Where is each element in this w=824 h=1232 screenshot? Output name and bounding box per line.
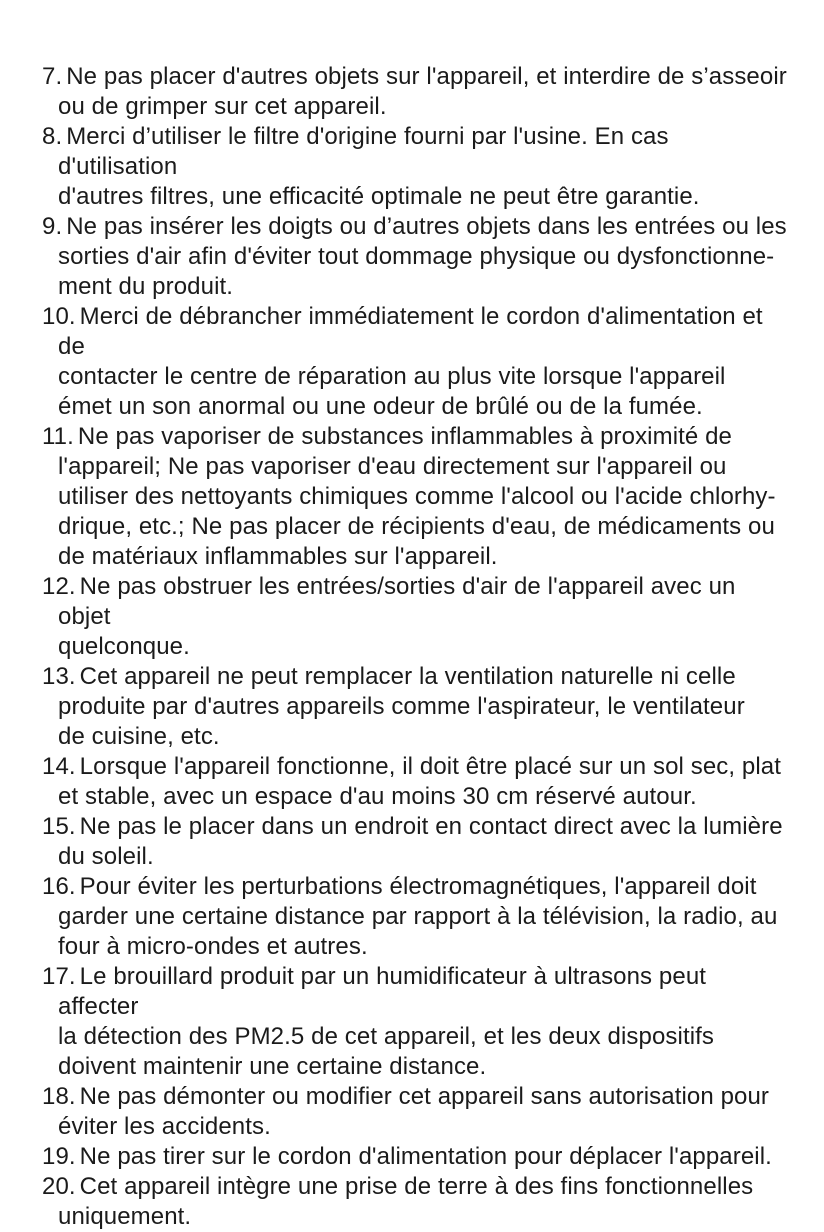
item-number: 9.: [42, 213, 63, 240]
item-number: 13.: [42, 663, 76, 690]
item-text: Le brouillard produit par un humidificateur à ultrasons peut affecter la détection des PM2.5 de cet appareil, et les deux dispositifs doivent maintenir une certaine distance.: [58, 963, 715, 1080]
list-item: [42, 1142, 790, 1172]
item-number: 17.: [42, 963, 76, 990]
item-text: Ne pas insérer les doigts ou d’autres objets dans les entrées ou les sorties d'air afin d'éviter tout dommage physique ou dysfonctionne- ment du produit.: [58, 213, 787, 300]
item-number: 7.: [42, 63, 63, 90]
list-item: [42, 812, 790, 872]
list-item: [42, 962, 790, 1082]
list-item: [42, 122, 790, 212]
item-number: 15.: [42, 813, 76, 840]
item-number: 12.: [42, 573, 76, 600]
list-item: [42, 212, 790, 302]
list-item: [42, 1172, 790, 1232]
item-text: Ne pas obstruer les entrées/sorties d'air de l'appareil avec un objet quelconque.: [58, 573, 736, 660]
item-text: Ne pas tirer sur le cordon d'alimentation pour déplacer l'appareil.: [79, 1143, 772, 1170]
item-text: Merci de débrancher immédiatement le cordon d'alimentation et de contacter le centre de réparation au plus vite lorsque l'appareil émet un son anormal ou une odeur de brûlé ou de la fumée.: [58, 303, 763, 420]
item-number: 11.: [42, 423, 74, 450]
list-item: [42, 302, 790, 422]
list-item: [42, 872, 790, 962]
list-item: [42, 1082, 790, 1142]
item-number: 8.: [42, 123, 63, 150]
list-item: [42, 752, 790, 812]
item-text: Merci d’utiliser le filtre d'origine fourni par l'usine. En cas d'utilisation d'autres filtres, une efficacité optimale ne peut être garantie.: [58, 123, 700, 210]
item-text: Ne pas le placer dans un endroit en contact direct avec la lumière du soleil.: [58, 813, 783, 870]
item-number: 16.: [42, 873, 76, 900]
item-text: Ne pas démonter ou modifier cet appareil sans autorisation pour éviter les accidents.: [58, 1083, 770, 1140]
item-number: 19.: [42, 1143, 76, 1170]
item-text: Ne pas vaporiser de substances inflammables à proximité de l'appareil; Ne pas vaporiser d'eau directement sur l'appareil ou utiliser des nettoyants chimiques comme l'alcool ou l'acide chlorhy- drique, etc.; Ne pas placer de récipients d'eau, de médicaments ou de matériaux inflammables sur l'appareil.: [58, 423, 776, 570]
item-text: Pour éviter les perturbations électromagnétiques, l'appareil doit garder une certaine distance par rapport à la télévision, la radio, au four à micro-ondes et autres.: [58, 873, 778, 960]
list-item: [42, 572, 790, 662]
item-text: Cet appareil intègre une prise de terre à des fins fonctionnelles uniquement.: [58, 1173, 754, 1230]
item-number: 18.: [42, 1083, 76, 1110]
safety-instructions-list: [42, 62, 790, 1232]
item-number: 20.: [42, 1173, 76, 1200]
list-item: [42, 62, 790, 122]
list-item: [42, 662, 790, 752]
item-number: 10.: [42, 303, 76, 330]
item-text: Lorsque l'appareil fonctionne, il doit être placé sur un sol sec, plat et stable, avec un espace d'au moins 30 cm réservé autour.: [58, 753, 781, 810]
item-number: 14.: [42, 753, 76, 780]
item-text: Ne pas placer d'autres objets sur l'appareil, et interdire de s’asseoir ou de grimper sur cet appareil.: [58, 63, 787, 120]
item-text: Cet appareil ne peut remplacer la ventilation naturelle ni celle produite par d'autres appareils comme l'aspirateur, le ventilateur de cuisine, etc.: [58, 663, 745, 750]
list-item: [42, 422, 790, 572]
